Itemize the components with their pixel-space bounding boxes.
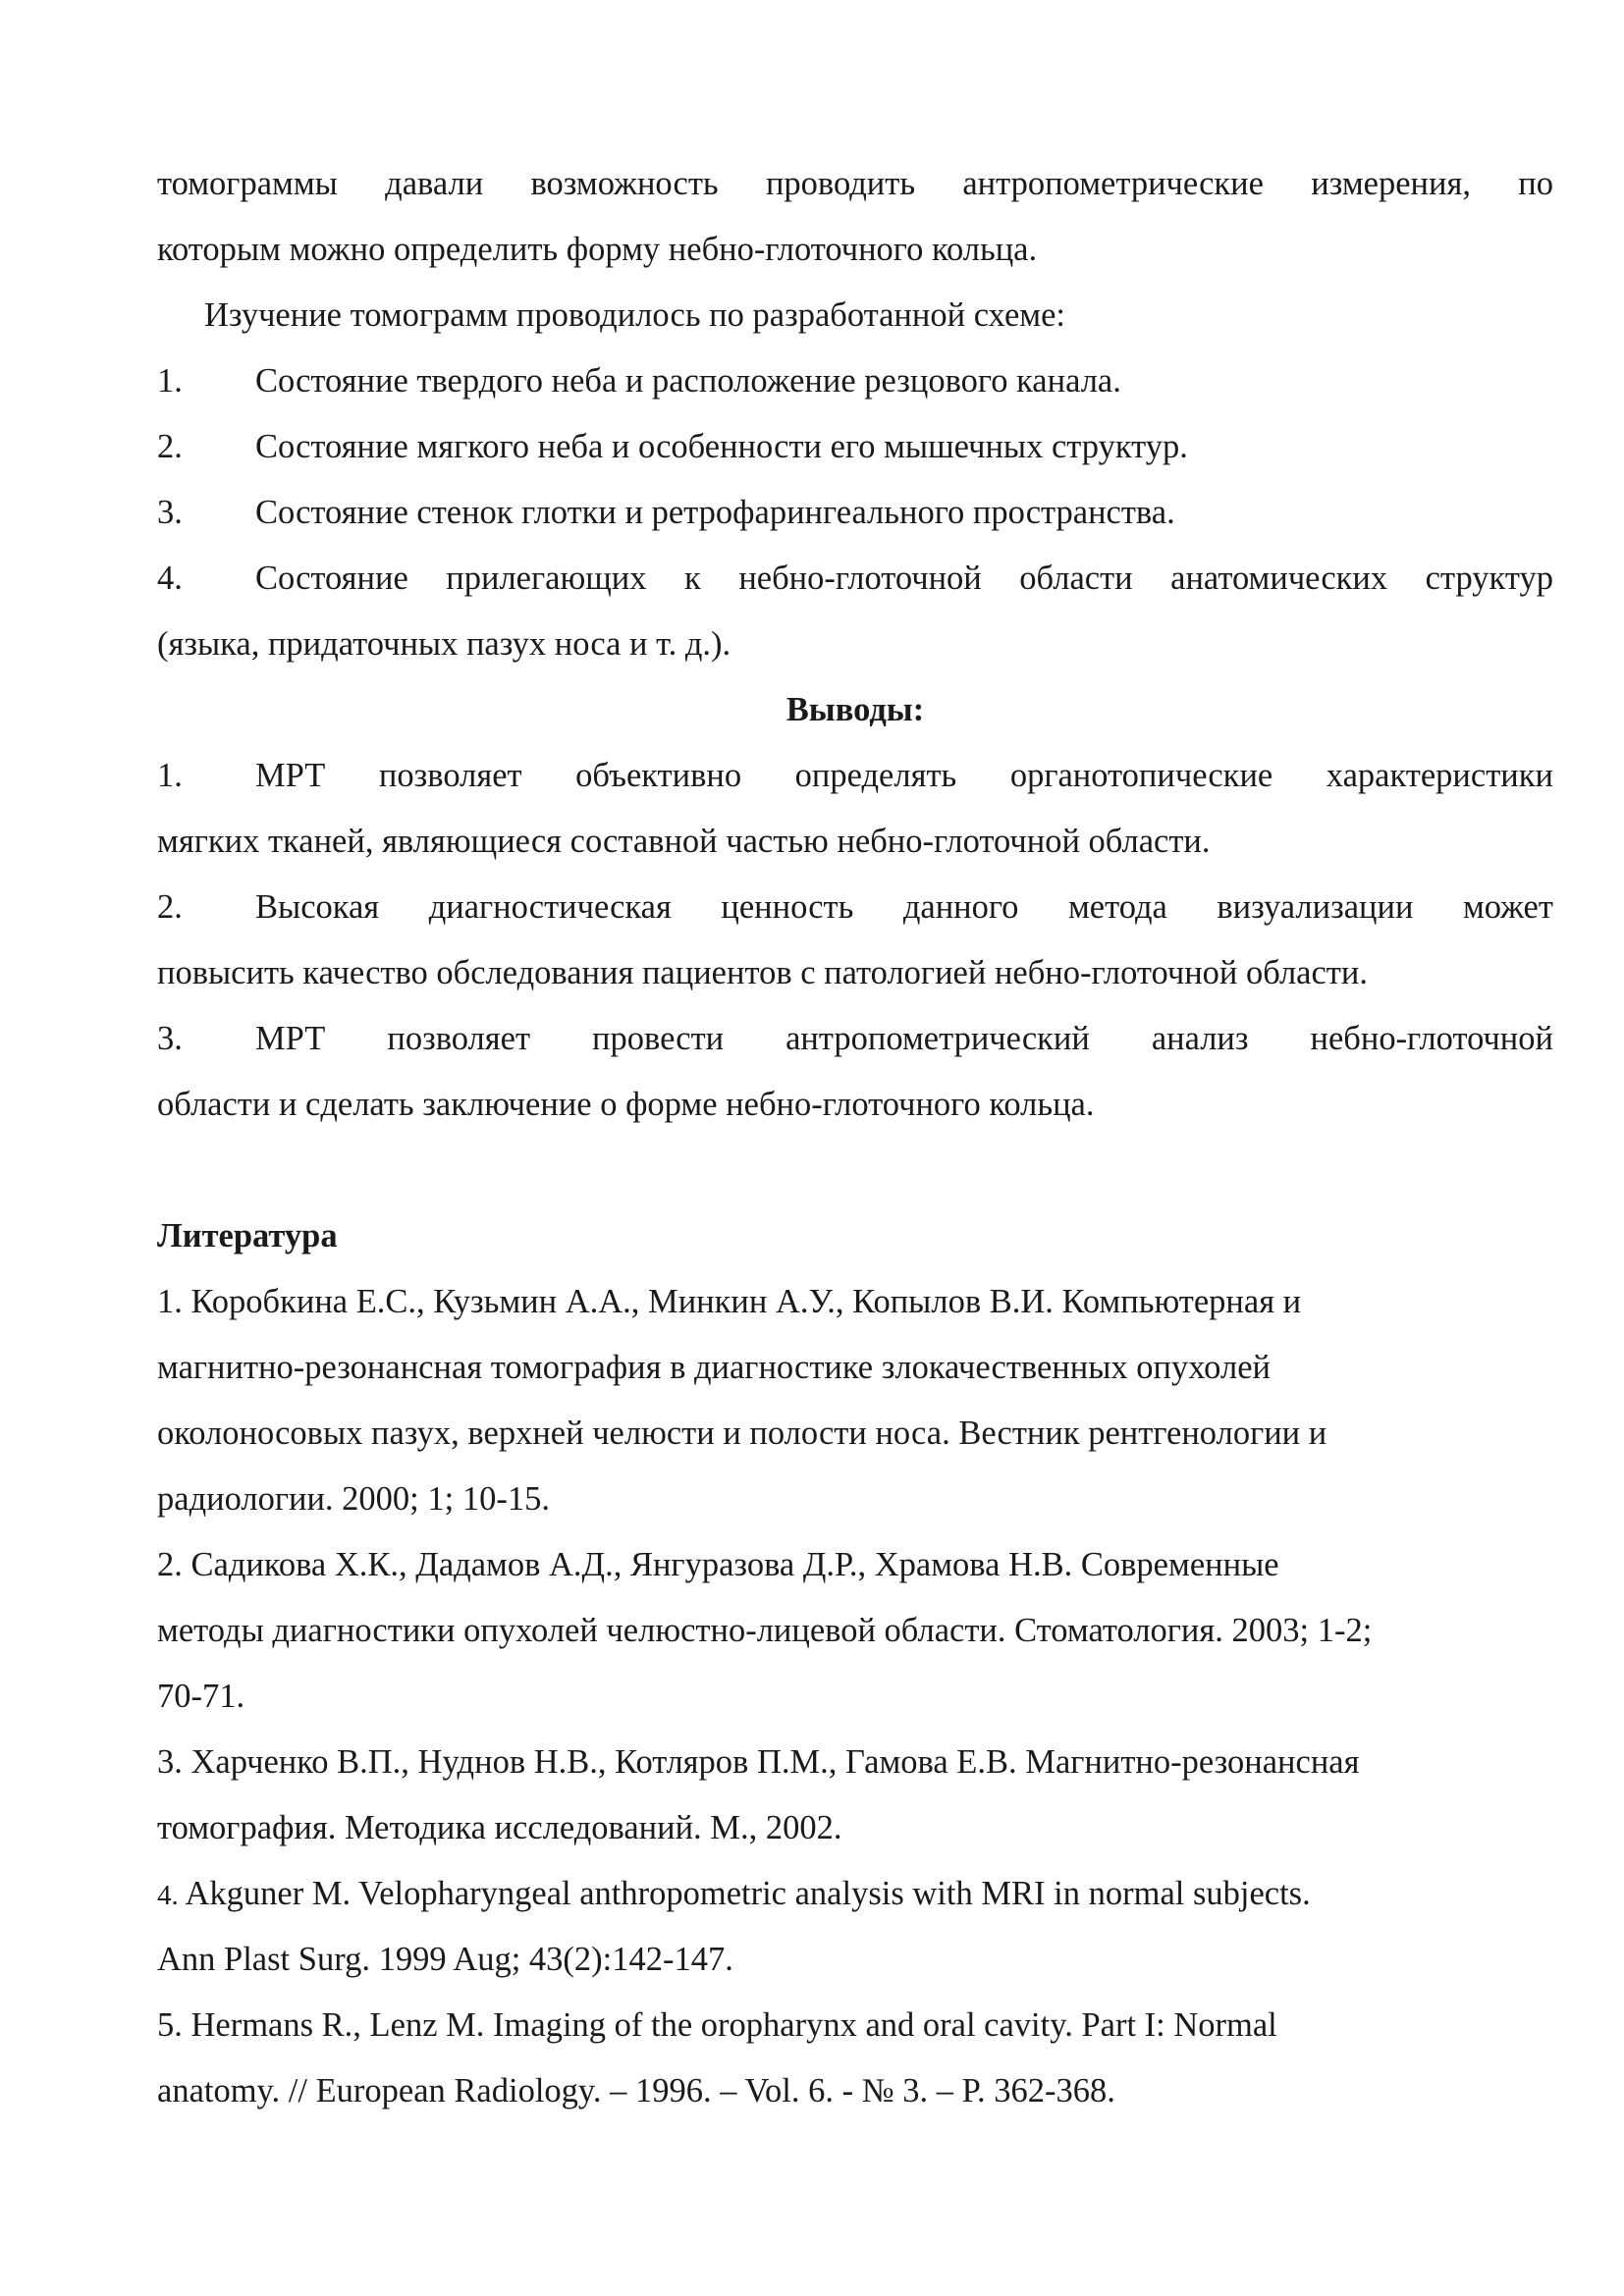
word: проводить (765, 165, 916, 202)
word: измерения, (1311, 165, 1471, 202)
word: органотопические (1009, 757, 1273, 794)
reference-line: 2. Садикова Х.К., Дадамов А.Д., Янгуразова Д.Р., Храмова Н.В. Современные (157, 1546, 1279, 1583)
word: анатомических (1170, 560, 1388, 597)
word: давали (385, 165, 484, 202)
word: МРТ (255, 1020, 326, 1057)
item-number: 3. (157, 1020, 183, 1057)
word: томограммы (157, 165, 338, 202)
reference-line: 3. Харченко В.П., Нуднов Н.В., Котляров П.М., Гамова Е.В. Магнитно-резонансная (157, 1743, 1360, 1781)
reference-line: томография. Методика исследований. М., 2002. (157, 1809, 842, 1846)
item-text: Состояние твердого неба и расположение резцового канала. (255, 362, 1121, 400)
word: определять (794, 757, 957, 794)
reference-line: методы диагностики опухолей челюстно-лицевой области. Стоматология. 2003; 1-2; (157, 1612, 1373, 1649)
word: провести (592, 1020, 725, 1057)
reference-line: 70-71. (157, 1678, 245, 1715)
word: небно-глоточной (738, 560, 982, 597)
reference-item (157, 1861, 1553, 1993)
word: структур (1425, 560, 1553, 597)
word: визуализации (1217, 888, 1414, 926)
item-number: 2. (157, 428, 183, 465)
conclusion-item (157, 743, 1553, 809)
word: МРТ (255, 757, 326, 794)
scheme-item (157, 480, 1553, 546)
scheme-intro: Изучение томограмм проводилось по разработанной схеме: (204, 296, 1065, 334)
item-text: Состояние мягкого неба и особенности его мышечных структур. (255, 428, 1188, 465)
word: антропометрический (785, 1020, 1090, 1057)
conclusion-continuation: области и сделать заключение о форме небно-глоточного кольца. (157, 1086, 1095, 1123)
document-page (157, 151, 1553, 2124)
blank-line (157, 1138, 1553, 1203)
item-number: 1. (157, 757, 183, 794)
word: объективно (575, 757, 742, 794)
reference-text: Akguner M. Velopharyngeal anthropometric analysis with MRI in normal subjects. (178, 1875, 1311, 1912)
word: области (1019, 560, 1133, 597)
word: метода (1067, 888, 1167, 926)
reference-line: радиологии. 2000; 1; 10-15. (157, 1480, 550, 1518)
word: анализ (1151, 1020, 1249, 1057)
conclusion-item (157, 1006, 1553, 1072)
word: прилегающих (446, 560, 647, 597)
conclusion-item (157, 875, 1553, 940)
intro-line-1 (157, 151, 1553, 217)
word: ценность (721, 888, 854, 926)
reference-item (157, 1993, 1553, 2124)
reference-line (157, 1861, 1553, 1927)
conclusion-continuation: повысить качество обследования пациентов с патологией небно-глоточной области. (157, 954, 1368, 991)
reference-number: 4. (157, 1880, 179, 1911)
item-text (255, 875, 1553, 940)
item-number: 4. (157, 560, 183, 597)
reference-line: anatomy. // European Radiology. – 1996. – Vol. 6. - № 3. – P. 362-368. (157, 2072, 1115, 2109)
item-number: 2. (157, 888, 183, 926)
item-text (255, 546, 1553, 612)
word: данного (902, 888, 1019, 926)
item-text (255, 743, 1553, 809)
word: возможность (530, 165, 719, 202)
scheme-item (157, 414, 1553, 480)
scheme-item-continuation: (языка, придаточных пазух носа и т. д.). (157, 625, 731, 663)
item-text: Состояние стенок глотки и ретрофарингеального пространства. (255, 494, 1175, 531)
conclusion-continuation: мягких тканей, являющиеся составной частью небно-глоточной области. (157, 823, 1211, 860)
literature-heading: Литература (157, 1217, 338, 1255)
reference-line: Ann Plast Surg. 1999 Aug; 43(2):142-147. (157, 1941, 733, 1978)
word: по (1518, 165, 1553, 202)
word: Высокая (255, 888, 380, 926)
reference-item (157, 1532, 1553, 1730)
reference-line: 1. Коробкина Е.С., Кузьмин А.А., Минкин А.У., Копылов В.И. Компьютерная и (157, 1283, 1302, 1320)
scheme-item (157, 348, 1553, 414)
scheme-item (157, 546, 1553, 612)
item-number: 3. (157, 494, 183, 531)
item-text (255, 1006, 1553, 1072)
intro-line-2: которым можно определить форму небно-глоточного кольца. (157, 231, 1038, 268)
reference-line: 5. Hermans R., Lenz M. Imaging of the oropharynx and oral cavity. Part I: Normal (157, 2006, 1277, 2044)
reference-item (157, 1730, 1553, 1861)
word: Состояние (255, 560, 408, 597)
conclusions-heading: Выводы: (785, 691, 925, 728)
word: антропометрические (962, 165, 1264, 202)
word: диагностическая (428, 888, 672, 926)
word: позволяет (387, 1020, 531, 1057)
reference-item (157, 1269, 1553, 1532)
word: может (1462, 888, 1553, 926)
word: небно-глоточной (1310, 1020, 1553, 1057)
reference-line: околоносовых пазух, верхней челюсти и полости носа. Вестник рентгенологии и (157, 1415, 1327, 1452)
word: позволяет (378, 757, 522, 794)
item-number: 1. (157, 362, 183, 400)
word: характеристики (1326, 757, 1553, 794)
reference-line: магнитно-резонансная томография в диагностике злокачественных опухолей (157, 1349, 1271, 1386)
word: к (684, 560, 701, 597)
